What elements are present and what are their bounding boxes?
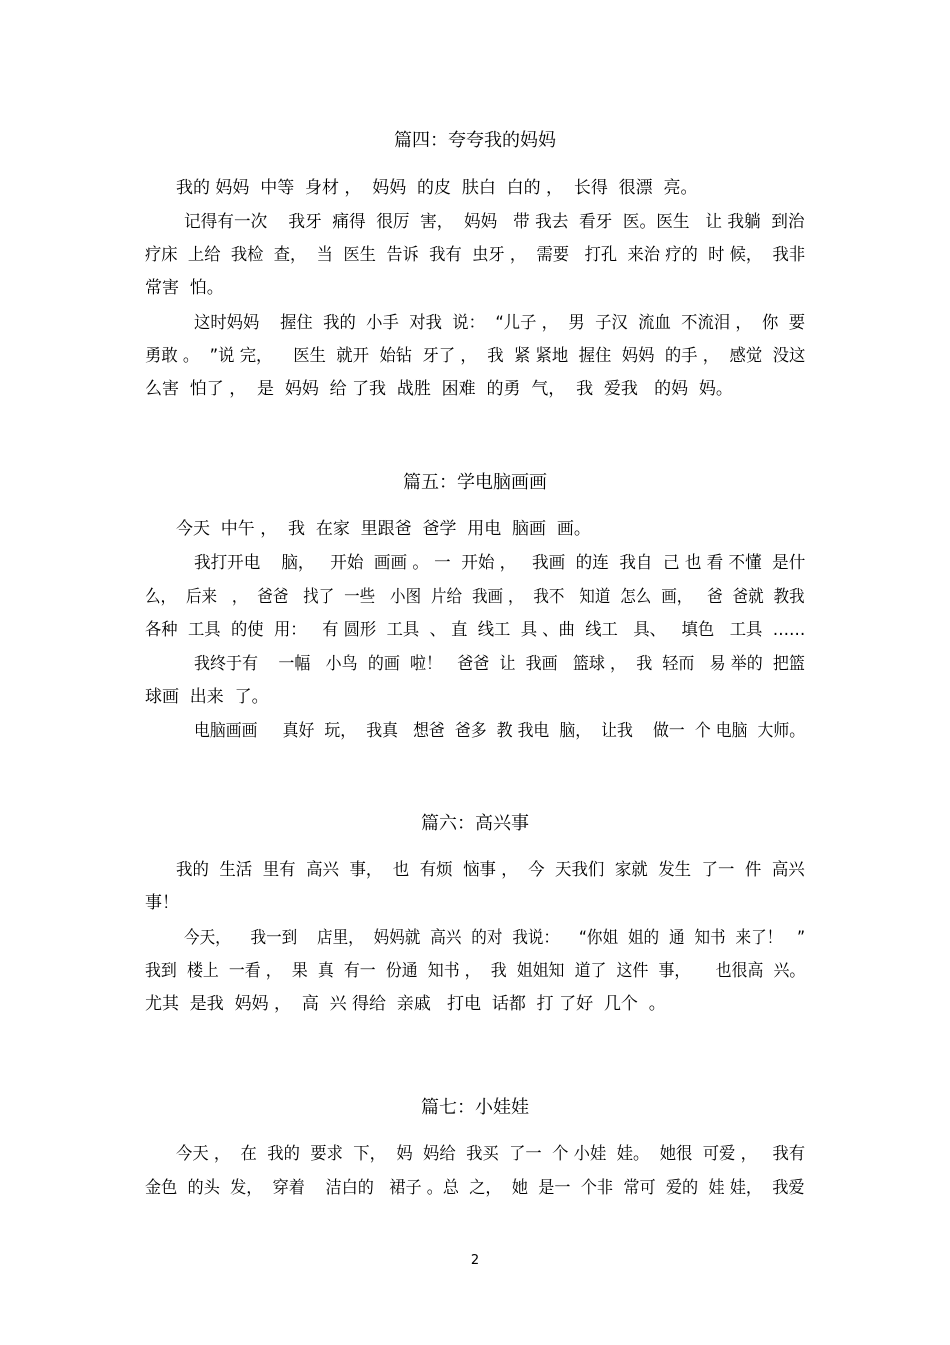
paragraph-line: 勇敢 。 ”说 完， 医生 就开 始钻 牙了 ， 我 紧 紧地 握住 妈妈 的手 ， 感觉 没这	[145, 346, 806, 366]
section-title-5: 篇五：学电脑画画	[403, 472, 547, 493]
section-title-7: 篇七：小娃娃	[421, 1097, 529, 1118]
paragraph-line: 记得有一次 我牙 痛得 很厉 害， 妈妈 带 我去 看牙 医。医生 让 我躺 到治	[184, 212, 805, 232]
page-number: 2	[470, 1253, 480, 1268]
paragraph-line: 电脑画画 真好 玩， 我真 想爸 爸多 教 我电 脑， 让我 做一 个 电脑 大师。	[194, 721, 806, 741]
paragraph-line: 我终于有 一幅 小鸟 的画 啦！ 爸爸 让 我画 篮球 ， 我 轻而 易 举的 把篮	[194, 654, 805, 674]
paragraph-line: 今天 中午 ， 我 在家 里跟爸 爸学 用电 脑画 画。	[176, 519, 591, 539]
paragraph-line: 我的 妈妈 中等 身材 ， 妈妈 的皮 肤白 白的 ， 长得 很漂 亮。	[176, 178, 698, 198]
paragraph-line: 球画 出来 了。	[145, 687, 269, 707]
section-title-6: 篇六：高兴事	[421, 813, 529, 834]
section-title-4: 篇四：夸夸我的妈妈	[394, 130, 556, 151]
paragraph-line: 今天， 我一到 店里， 妈妈就 高兴 的对 我说： “你姐 姐的 通 知书 来了！ ”	[184, 928, 806, 948]
paragraph-line: 事！	[145, 893, 179, 913]
paragraph-line: 我的 生活 里有 高兴 事， 也 有烦 恼事 ， 今 天我们 家就 发生 了一 件 高兴	[176, 860, 805, 880]
paragraph-line: 我到 楼上 一看 ， 果 真 有一 份通 知书 ， 我 姐姐知 道了 这件 事， 也很高 兴。	[145, 961, 806, 981]
paragraph-line: 金色 的头 发， 穿着 洁白的 裙子 。总 之， 她 是一 个非 常可 爱的 娃 娃， 我爱	[145, 1178, 805, 1198]
paragraph-line: 尤其 是我 妈妈 ， 高 兴 得给 亲戚 打电 话都 打 了好 几个 。	[145, 994, 666, 1014]
paragraph-line: 各种 工具 的使 用： 有 圆形 工具 、 直 线工 具 、曲 线工 具、 填色 工具 ……	[145, 620, 806, 640]
paragraph-line: 么， 后来 ， 爸爸 找了 一些 小图 片给 我画 ， 我不 知道 怎么 画， 爸 爸就 教我	[145, 587, 805, 607]
paragraph-line: 这时妈妈 握住 我的 小手 对我 说： “儿子 ， 男 子汉 流血 不流泪 ， 你 要	[194, 313, 806, 333]
paragraph-line: 今天 ， 在 我的 要求 下， 妈 妈给 我买 了一 个 小娃 娃。 她很 可爱 ， 我有	[176, 1144, 806, 1164]
paragraph-line: 么害 怕了 ， 是 妈妈 给 了我 战胜 困难 的勇 气， 我 爱我 的妈 妈。	[145, 379, 733, 399]
paragraph-line: 常害 怕。	[145, 278, 224, 298]
paragraph-line: 疗床 上给 我检 查， 当 医生 告诉 我有 虫牙 ， 需要 打孔 来治 疗的 时 候， 我非	[145, 245, 806, 265]
paragraph-line: 我打开电 脑， 开始 画画 。 一 开始 ， 我画 的连 我自 己 也 看 不懂 是什	[194, 553, 806, 573]
